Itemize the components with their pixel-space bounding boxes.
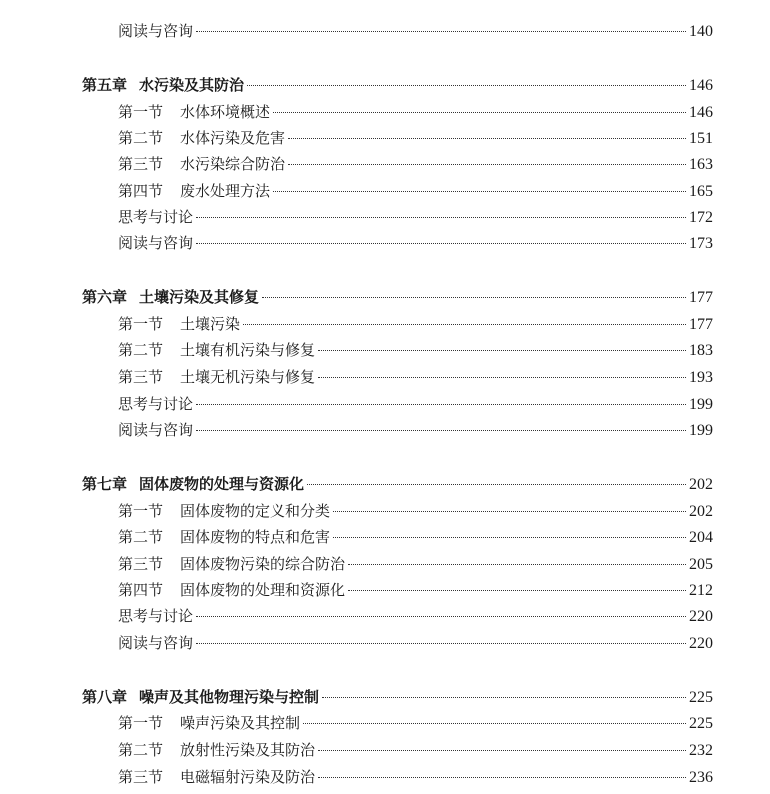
toc-section-entry[interactable]	[118, 206, 713, 228]
entry-title: 土壤污染	[180, 315, 241, 333]
entry-title: 电磁辐射污染及防治	[180, 768, 316, 786]
entry-title: 噪声污染及其控制	[180, 714, 301, 732]
toc-chapter-entry[interactable]	[82, 473, 713, 495]
dot-leader	[307, 483, 686, 485]
page-number: 172	[689, 209, 713, 226]
toc-section-entry[interactable]	[118, 712, 713, 734]
dot-leader	[318, 376, 686, 378]
section-number: 第三节	[118, 555, 164, 573]
dot-leader	[196, 429, 686, 431]
entry-title: 固体废物的处理和资源化	[180, 581, 346, 599]
section-number: 第二节	[118, 528, 164, 546]
toc-section-entry[interactable]	[118, 366, 713, 388]
page-number: 173	[689, 235, 713, 252]
dot-leader	[322, 696, 686, 698]
entry-title: 水体污染及危害	[180, 129, 286, 147]
toc-section-entry[interactable]	[118, 232, 713, 254]
section-number: 第三节	[118, 368, 164, 386]
entry-title: 固体废物的定义和分类	[180, 502, 331, 520]
dot-leader	[196, 216, 686, 218]
entry-title: 土壤污染及其修复	[139, 288, 260, 306]
page-number: 202	[689, 476, 713, 493]
dot-leader	[348, 589, 686, 591]
section-number: 第三节	[118, 155, 164, 173]
entry-title: 固体废物污染的综合防治	[180, 555, 346, 573]
toc-chapter-entry[interactable]	[82, 74, 713, 96]
entry-title: 固体废物的特点和危害	[180, 528, 331, 546]
page-number: 199	[689, 396, 713, 413]
dot-leader	[196, 615, 686, 617]
entry-title: 阅读与咨询	[118, 421, 194, 439]
toc-section-entry[interactable]	[118, 313, 713, 335]
page-number: 163	[689, 156, 713, 173]
page-number: 225	[689, 689, 713, 706]
dot-leader	[273, 190, 686, 192]
page-number: 205	[689, 556, 713, 573]
dot-leader	[262, 296, 686, 298]
page-number: 225	[689, 715, 713, 732]
section-number: 第二节	[118, 741, 164, 759]
toc-section-entry[interactable]	[118, 579, 713, 601]
toc-section-entry[interactable]	[118, 766, 713, 788]
page-number: 183	[689, 342, 713, 359]
dot-leader	[288, 137, 686, 139]
entry-title: 阅读与咨询	[118, 22, 194, 40]
page-number: 146	[689, 77, 713, 94]
page-number: 146	[689, 104, 713, 121]
chapter-number: 第八章	[82, 688, 128, 706]
dot-leader	[348, 563, 686, 565]
page-number: 202	[689, 503, 713, 520]
dot-leader	[333, 536, 686, 538]
dot-leader	[247, 84, 686, 86]
section-number: 第一节	[118, 714, 164, 732]
dot-leader	[318, 349, 686, 351]
toc-section-entry[interactable]	[118, 500, 713, 522]
dot-leader	[318, 776, 686, 778]
page-number: 204	[689, 529, 713, 546]
section-number: 第二节	[118, 341, 164, 359]
page-number: 151	[689, 130, 713, 147]
section-number: 第一节	[118, 103, 164, 121]
section-number: 第一节	[118, 315, 164, 333]
toc-section-entry[interactable]	[118, 739, 713, 761]
entry-title: 阅读与咨询	[118, 634, 194, 652]
section-number: 第二节	[118, 129, 164, 147]
section-number: 第四节	[118, 182, 164, 200]
toc-section-entry[interactable]	[118, 339, 713, 361]
page-number: 199	[689, 422, 713, 439]
entry-title: 土壤有机污染与修复	[180, 341, 316, 359]
section-number: 第一节	[118, 502, 164, 520]
toc-section-entry[interactable]	[118, 605, 713, 627]
page-number: 220	[689, 608, 713, 625]
dot-leader	[333, 510, 686, 512]
entry-title: 思考与讨论	[118, 395, 194, 413]
entry-title: 土壤无机污染与修复	[180, 368, 316, 386]
toc-section-entry[interactable]	[118, 127, 713, 149]
toc-section-entry[interactable]	[118, 632, 713, 654]
dot-leader	[303, 722, 686, 724]
page-number: 140	[689, 23, 713, 40]
toc-section-entry[interactable]	[118, 180, 713, 202]
chapter-number: 第六章	[82, 288, 128, 306]
toc-section-entry[interactable]	[118, 393, 713, 415]
page-number: 220	[689, 635, 713, 652]
page-number: 177	[689, 316, 713, 333]
entry-title: 水体环境概述	[180, 103, 271, 121]
entry-title: 思考与讨论	[118, 208, 194, 226]
page-number: 236	[689, 769, 713, 786]
toc-chapter-entry[interactable]	[82, 686, 713, 708]
entry-title: 水污染及其防治	[139, 76, 245, 94]
dot-leader	[196, 30, 686, 32]
entry-title: 噪声及其他物理污染与控制	[139, 688, 320, 706]
dot-leader	[196, 642, 686, 644]
toc-section-entry[interactable]	[118, 101, 713, 123]
page-number: 212	[689, 582, 713, 599]
entry-title: 阅读与咨询	[118, 234, 194, 252]
toc-section-entry[interactable]	[118, 153, 713, 175]
entry-title: 水污染综合防治	[180, 155, 286, 173]
section-number: 第三节	[118, 768, 164, 786]
chapter-number: 第七章	[82, 475, 128, 493]
dot-leader	[273, 111, 686, 113]
toc-section-entry[interactable]	[118, 20, 713, 42]
page-number: 177	[689, 289, 713, 306]
toc-chapter-entry[interactable]	[82, 286, 713, 308]
dot-leader	[288, 163, 686, 165]
dot-leader	[196, 403, 686, 405]
dot-leader	[196, 242, 686, 244]
section-number: 第四节	[118, 581, 164, 599]
toc-section-entry[interactable]	[118, 553, 713, 575]
dot-leader	[318, 749, 686, 751]
page-number: 165	[689, 183, 713, 200]
entry-title: 固体废物的处理与资源化	[139, 475, 305, 493]
dot-leader	[243, 323, 686, 325]
toc-section-entry[interactable]	[118, 419, 713, 441]
page-number: 232	[689, 742, 713, 759]
entry-title: 放射性污染及其防治	[180, 741, 316, 759]
chapter-number: 第五章	[82, 76, 128, 94]
toc-section-entry[interactable]	[118, 526, 713, 548]
page-number: 193	[689, 369, 713, 386]
entry-title: 思考与讨论	[118, 607, 194, 625]
entry-title: 废水处理方法	[180, 182, 271, 200]
